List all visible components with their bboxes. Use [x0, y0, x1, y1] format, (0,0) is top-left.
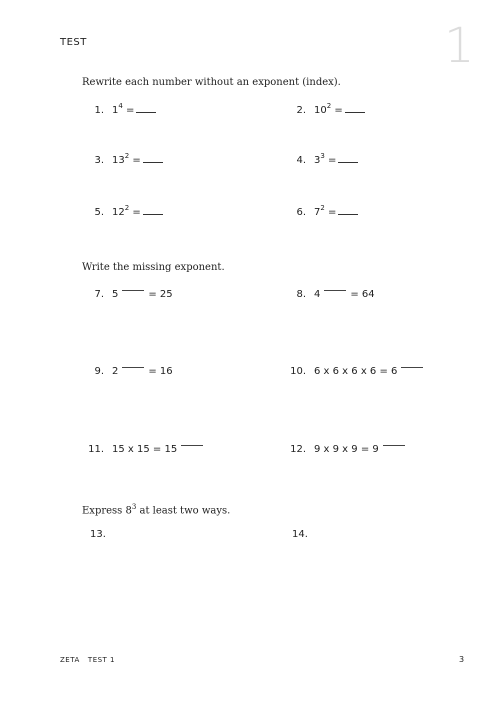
question-exponent: 2: [124, 151, 130, 160]
instruction-exponent: 3: [131, 503, 137, 511]
question-5: [88, 203, 163, 218]
exponent-blank[interactable]: [122, 367, 144, 368]
section3-instruction: [82, 503, 230, 516]
question-13: [90, 529, 106, 540]
question-number: 10.: [290, 366, 306, 377]
question-number: 7.: [94, 289, 104, 300]
question-number: 5.: [94, 207, 104, 218]
question-3: [88, 151, 163, 166]
exponent-blank[interactable]: [324, 290, 346, 291]
exponent-blank[interactable]: [383, 445, 405, 446]
answer-blank[interactable]: [143, 161, 163, 163]
question-number: 9.: [94, 366, 104, 377]
answer-blank[interactable]: [136, 111, 156, 113]
question-6: [290, 203, 358, 218]
question-8: [290, 289, 375, 300]
equals-sign: =: [328, 155, 337, 166]
question-base: 12: [112, 207, 125, 218]
answer-blank[interactable]: [338, 213, 358, 215]
question-10: [290, 366, 427, 377]
question-result: = 25: [148, 289, 173, 300]
instruction-text: Express 8: [82, 505, 132, 517]
question-exponent: 2: [326, 101, 332, 110]
question-11: [84, 444, 207, 455]
equals-sign: =: [132, 207, 141, 218]
section1-instruction: Rewrite each number without an exponent (index).: [82, 77, 341, 88]
question-expression: 15 x 15 = 15: [112, 444, 178, 455]
answer-blank[interactable]: [338, 161, 358, 163]
question-result: = 64: [350, 289, 375, 300]
question-expression: 6 x 6 x 6 x 6 = 6: [314, 366, 398, 377]
question-base: 7: [314, 207, 321, 218]
equals-sign: =: [132, 155, 141, 166]
question-base: 13: [112, 155, 125, 166]
question-expression: 9 x 9 x 9 = 9: [314, 444, 379, 455]
question-base: 10: [314, 105, 327, 116]
question-expression: 2: [112, 366, 119, 377]
exponent-blank[interactable]: [401, 367, 423, 368]
question-number: 14.: [292, 529, 308, 540]
question-number: 8.: [296, 289, 306, 300]
question-number: 6.: [296, 207, 306, 218]
question-exponent: 4: [118, 101, 123, 110]
question-number: 1.: [94, 105, 104, 116]
question-result: = 16: [148, 366, 173, 377]
question-9: [88, 366, 173, 377]
question-12: [286, 444, 409, 455]
question-number: 3.: [94, 155, 104, 166]
question-7: [88, 289, 173, 300]
question-14: [292, 529, 308, 540]
equals-sign: =: [334, 105, 343, 116]
question-number: 13.: [90, 529, 106, 540]
question-expression: 5: [112, 289, 119, 300]
question-number: 2.: [296, 105, 306, 116]
question-4: [290, 151, 358, 166]
question-number: 12.: [290, 444, 306, 455]
page-marker: 1: [444, 18, 475, 74]
question-exponent: 2: [320, 203, 325, 212]
question-expression: 4: [314, 289, 321, 300]
equals-sign: =: [328, 207, 337, 218]
answer-blank[interactable]: [345, 111, 365, 113]
footer-label: [60, 656, 115, 664]
question-exponent: 2: [124, 203, 130, 212]
question-number: 4.: [296, 155, 306, 166]
question-number: 11.: [88, 444, 104, 455]
footer-text: ZETA TEST 1: [60, 656, 116, 664]
exponent-blank[interactable]: [181, 445, 203, 446]
header-label: TEST: [60, 37, 87, 48]
answer-blank[interactable]: [143, 213, 163, 215]
section2-instruction: Write the missing exponent.: [82, 262, 225, 273]
exponent-blank[interactable]: [122, 290, 144, 291]
question-1: [88, 101, 156, 116]
instruction-text: at least two ways.: [136, 505, 231, 517]
question-base: 3: [314, 155, 321, 166]
question-2: [290, 101, 365, 116]
question-exponent: 3: [320, 151, 325, 160]
page-number: 3: [459, 655, 465, 664]
equals-sign: =: [126, 105, 135, 116]
question-base: 1: [112, 105, 119, 116]
